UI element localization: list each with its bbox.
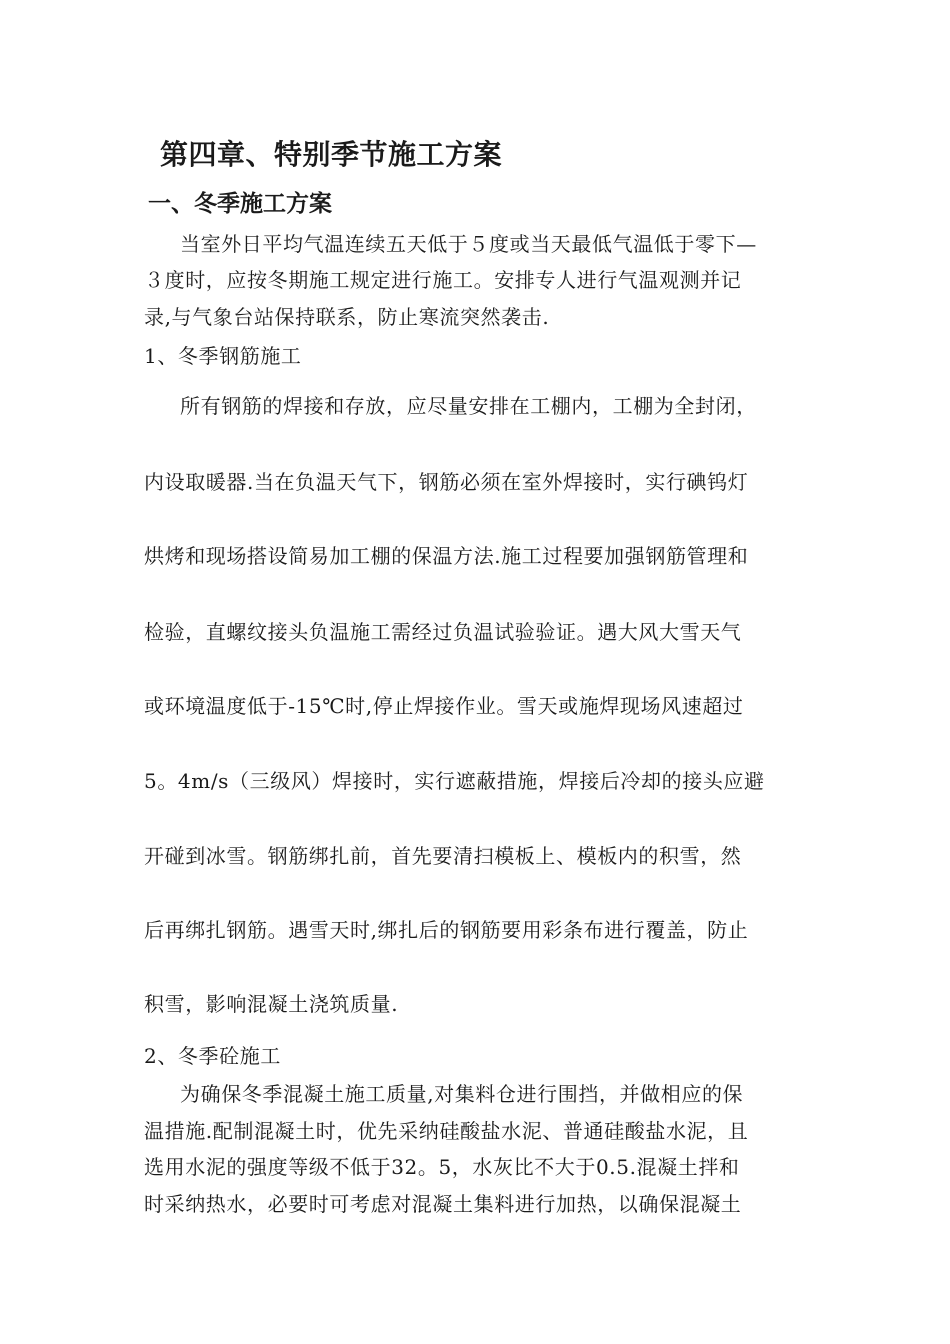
paragraph-line: 积雪，影响混凝土浇筑质量. xyxy=(144,992,399,1016)
paragraph-line: 为确保冬季混凝土施工质量,对集料仓进行围挡，并做相应的保 xyxy=(180,1082,744,1106)
intro-line: ３度时，应按冬期施工规定进行施工。安排专人进行气温观测并记 xyxy=(144,268,742,292)
intro-line: 当室外日平均气温连续五天低于５度或当天最低气温低于零下— xyxy=(180,232,757,256)
paragraph-line: 烘烤和现场搭设简易加工棚的保温方法.施工过程要加强钢筋管理和 xyxy=(144,544,749,568)
paragraph-line: 温措施.配制混凝土时，优先采纳硅酸盐水泥、普通硅酸盐水泥，且 xyxy=(144,1119,749,1143)
paragraph-line: 选用水泥的强度等级不低于32。5，水灰比不大于0.5.混凝土拌和 xyxy=(144,1155,740,1179)
paragraph-line: 时采纳热水，必要时可考虑对混凝土集料进行加热，以确保混凝土 xyxy=(144,1192,742,1216)
paragraph-line: 内设取暖器.当在负温天气下，钢筋必须在室外焊接时，实行碘钨灯 xyxy=(144,470,749,494)
section-title: 一、冬季施工方案 xyxy=(148,190,332,217)
paragraph-line: 后再绑扎钢筋。遇雪天时,绑扎后的钢筋要用彩条布进行覆盖，防止 xyxy=(144,918,749,942)
subsection-title: 2、冬季砼施工 xyxy=(144,1044,281,1068)
subsection-title: 1、冬季钢筋施工 xyxy=(144,344,302,368)
intro-line: 录,与气象台站保持联系，防止寒流突然袭击. xyxy=(144,305,550,329)
paragraph-line: 5。4m/s（三级风）焊接时，实行遮蔽措施，焊接后冷却的接头应避 xyxy=(144,769,765,793)
paragraph-line: 检验，直螺纹接头负温施工需经过负温试验验证。遇大风大雪天气 xyxy=(144,620,742,644)
paragraph-line: 开碰到冰雪。钢筋绑扎前，首先要清扫模板上、模板内的积雪，然 xyxy=(144,844,742,868)
paragraph-line: 或环境温度低于-15℃时,停止焊接作业。雪天或施焊现场风速超过 xyxy=(144,694,744,718)
paragraph-line: 所有钢筋的焊接和存放，应尽量安排在工棚内，工棚为全封闭， xyxy=(180,394,757,418)
chapter-title: 第四章、特别季节施工方案 xyxy=(160,138,503,171)
